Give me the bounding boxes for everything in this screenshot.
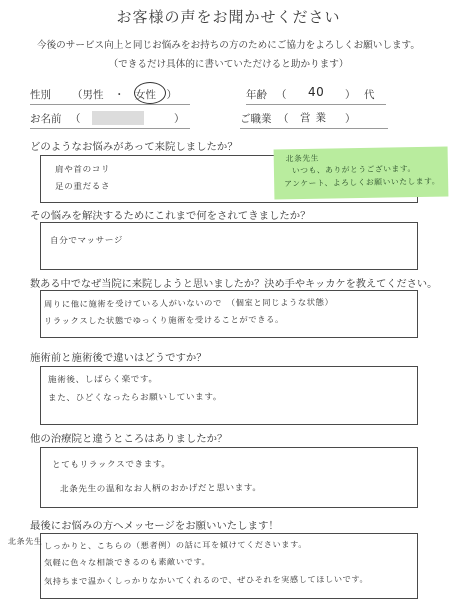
gender-options: （男性 ・ 女性 ） [72, 89, 177, 101]
answer-5-line-1: とてもリラックスできます。 [51, 459, 171, 471]
sticky-note-line-1: 北条先生 [285, 153, 320, 164]
answer-4-line-2: また、ひどくなったらお願いしています。 [47, 392, 223, 404]
question-3: 数ある中でなぜ当院に来院しようと思いましたか？決め手やキッカケを教えてください。 [30, 279, 438, 290]
sticky-note-line-2: いつも、ありがとうございます。 [291, 164, 416, 176]
gender-selected-circle [134, 82, 166, 104]
age-underline [246, 104, 386, 105]
name-underline [30, 128, 190, 129]
occupation-label: ご職業 [240, 113, 272, 125]
age-open-paren: （ [276, 89, 287, 101]
intro-text-line-1: 今後のサービス向上と同じお悩みをお持ちの方のためにご協力をよろしくお願いします。 [37, 40, 420, 51]
age-value: 40 [308, 85, 325, 99]
page-title: お客様の声をお聞かせください [116, 8, 341, 26]
answer-6-line-1: しっかりと、こちらの（悪者例）の話に耳を傾けてくださいます。 [43, 539, 308, 551]
occupation-close-paren: ） [345, 113, 356, 125]
age-close-paren: ） [345, 89, 356, 101]
answer-3-line-1: 周りに他に施術を受けている人がいないので （個室と同じような状態） [43, 296, 334, 310]
sticky-note-line-3: アンケート、よろしくお願いいたします。 [284, 176, 441, 189]
sticky-note [274, 146, 449, 199]
occupation-underline [240, 128, 388, 129]
age-label: 年齢 [246, 89, 267, 101]
answer-4-line-1: 施術後、しばらく楽です。 [47, 374, 158, 386]
age-suffix: 代 [364, 89, 375, 101]
answer-5-line-2: 北条先生の温和なお人柄のおかげだと思います。 [59, 483, 262, 495]
question-6: 最後にお悩みの方へメッセージをお願いいたします！ [30, 520, 279, 532]
question-4: 施術前と施術後で違いはどうですか？ [30, 352, 207, 364]
answer-1-line-2: 足の重だるさ [54, 181, 111, 193]
name-redaction [92, 111, 144, 125]
question-5: 他の治療院と違うところはありましたか？ [30, 433, 228, 445]
answer-1-line-1: 肩や首のコリ [54, 164, 111, 176]
answer-6-line-3: 気持ちまで温かくしっかりなかいてくれるので、ぜひそれを実感してほしいです。 [43, 573, 369, 587]
name-close-paren: ） [174, 113, 185, 125]
answer-box-5 [40, 447, 418, 508]
occupation-open-paren: （ [278, 113, 289, 125]
answer-6-line-2: 気軽に色々な相談できるのも素敵いです。 [43, 556, 211, 568]
occupation-value: 営業 [300, 112, 331, 124]
intro-text-line-2: （できるだけ具体的に書いていただけると助かります） [108, 59, 349, 70]
answer-box-2 [40, 222, 418, 270]
question-1: どのようなお悩みがあって来院しましたか？ [30, 141, 238, 153]
answer-3-line-2: リラックスした状態でゆっくり施術を受けることができる。 [43, 314, 284, 326]
answer-6-prefix: 北条先生 [7, 536, 43, 547]
question-2: その悩みを解決するためにこれまで何をされてきましたか？ [30, 210, 311, 222]
name-open-paren: （ [70, 113, 81, 125]
gender-underline [30, 104, 190, 105]
gender-label: 性別 [30, 89, 51, 101]
answer-2-line-1: 自分でマッサージ [49, 235, 124, 247]
name-label: お名前 [30, 113, 62, 125]
